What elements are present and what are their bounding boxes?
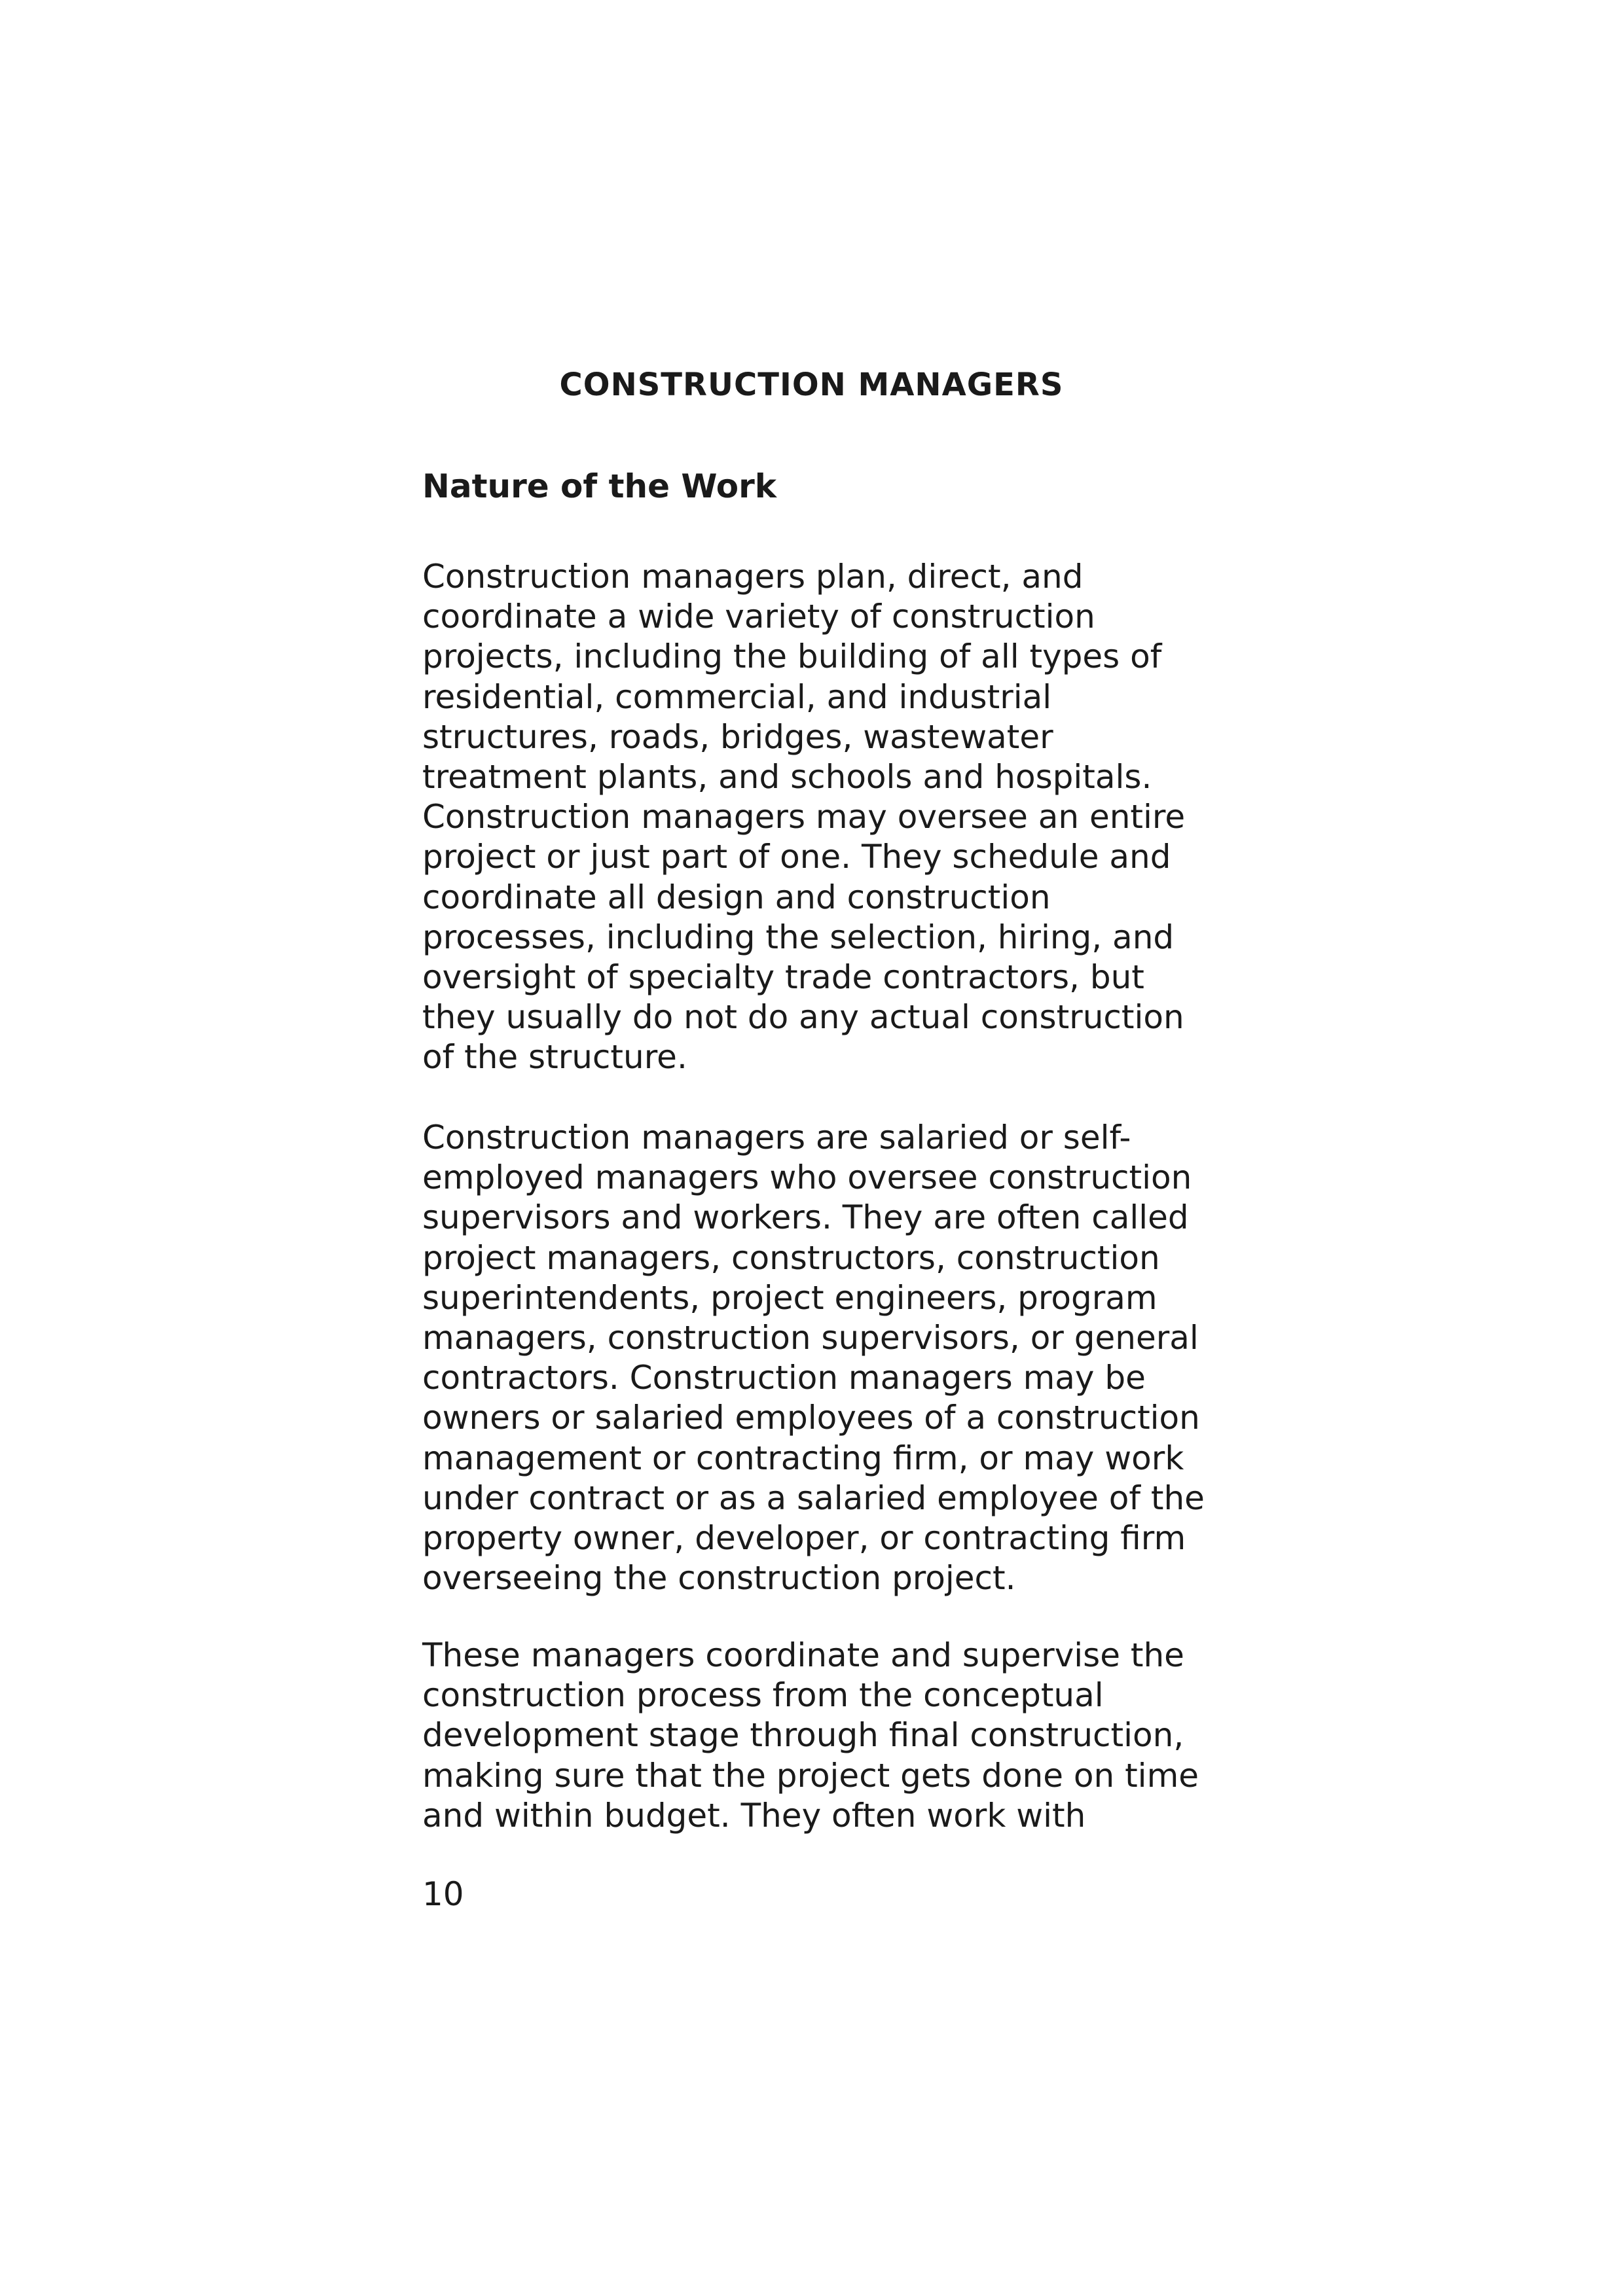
paragraph-line: under contract or as a salaried employee of the: [422, 1479, 1205, 1517]
paragraph-line: development stage through final construction,: [422, 1716, 1184, 1755]
paragraph-line: contractors. Construction managers may be: [422, 1359, 1146, 1397]
paragraph-line: treatment plants, and schools and hospitals.: [422, 758, 1152, 797]
paragraph-line: coordinate a wide variety of construction: [422, 598, 1095, 636]
paragraph-line: overseeing the construction project.: [422, 1559, 1016, 1598]
paragraph-line: project managers, constructors, construction: [422, 1238, 1160, 1277]
paragraph-line: they usually do not do any actual construction: [422, 998, 1184, 1037]
chapter-title: CONSTRUCTION MANAGERS: [559, 367, 1064, 403]
paragraph-line: processes, including the selection, hiring, and: [422, 918, 1175, 956]
paragraph-1: [422, 557, 1286, 1078]
paragraph-line: management or contracting firm, or may work: [422, 1439, 1184, 1477]
paragraph-line: of the structure.: [422, 1038, 687, 1077]
paragraph-line: residential, commercial, and industrial: [422, 677, 1052, 716]
section-heading: Nature of the Work: [422, 467, 777, 505]
paragraph-line: projects, including the building of all types of: [422, 637, 1162, 676]
paragraph-line: managers, construction supervisors, or general: [422, 1319, 1199, 1357]
paragraph-line: construction process from the conceptual: [422, 1676, 1104, 1715]
page-number: 10: [422, 1875, 464, 1913]
paragraph-line: structures, roads, bridges, wastewater: [422, 717, 1053, 756]
paragraph-line: Construction managers may oversee an entire: [422, 798, 1186, 836]
paragraph-line: supervisors and workers. They are often called: [422, 1198, 1189, 1237]
paragraph-line: coordinate all design and construction: [422, 878, 1051, 916]
paragraph-line: owners or salaried employees of a construction: [422, 1399, 1200, 1437]
paragraph-line: These managers coordinate and supervise the: [422, 1636, 1184, 1674]
paragraph-line: making sure that the project gets done on time: [422, 1756, 1199, 1795]
paragraph-3: [422, 1636, 1286, 1836]
paragraph-line: and within budget. They often work with: [422, 1796, 1086, 1835]
paragraph-line: Construction managers plan, direct, and: [422, 558, 1084, 596]
paragraph-line: property owner, developer, or contracting firm: [422, 1519, 1186, 1558]
paragraph-line: project or just part of one. They schedule and: [422, 838, 1171, 876]
paragraph-line: superintendents, project engineers, program: [422, 1278, 1158, 1317]
paragraph-2: [422, 1118, 1286, 1598]
paragraph-line: employed managers who oversee construction: [422, 1158, 1192, 1197]
paragraph-line: Construction managers are salaried or self-: [422, 1119, 1131, 1157]
paragraph-line: oversight of specialty trade contractors, but: [422, 958, 1144, 997]
